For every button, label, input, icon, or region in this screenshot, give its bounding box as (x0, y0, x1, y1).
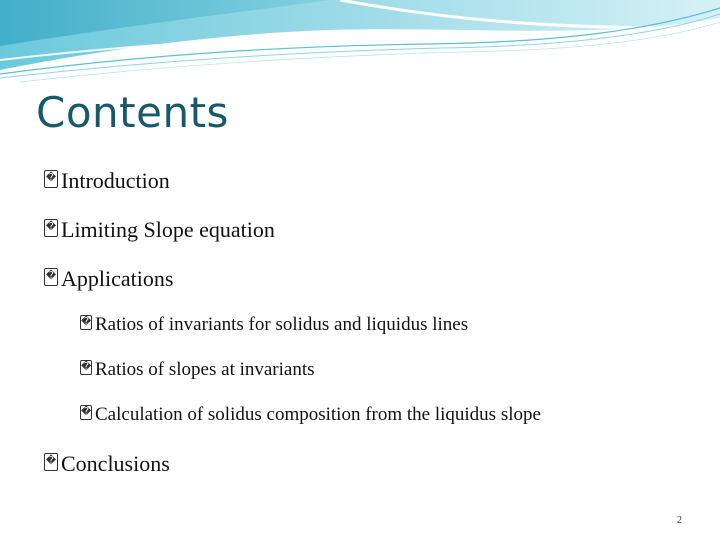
bullet-item-conclusions (44, 451, 170, 477)
missing-glyph-icon: � (80, 405, 92, 420)
sub-bullet-item-ratios-slopes (80, 359, 315, 381)
sub-bullet-item-ratios-invariants (80, 314, 468, 336)
bullet-item-limiting-slope (44, 217, 275, 243)
missing-glyph-icon: � (80, 315, 92, 330)
bullet-text: Applications (61, 266, 174, 291)
bullet-text: Ratios of slopes at invariants (95, 359, 315, 380)
bullet-item-introduction (44, 168, 170, 194)
slide-title: Contents (36, 88, 229, 137)
bullet-text: Limiting Slope equation (61, 217, 275, 242)
bullet-text: Ratios of invariants for solidus and liquidus lines (95, 314, 469, 335)
missing-glyph-icon: � (44, 453, 58, 471)
missing-glyph-icon: � (80, 360, 92, 375)
missing-glyph-icon: � (44, 219, 58, 237)
bullet-item-applications (44, 266, 173, 292)
missing-glyph-icon: � (44, 268, 58, 286)
bullet-text: Conclusions (61, 451, 170, 476)
bullet-text: Calculation of solidus composition from the liquidus slope (95, 404, 541, 425)
page-number: 2 (677, 515, 682, 526)
missing-glyph-icon: � (44, 170, 58, 188)
bullet-text: Introduction (61, 168, 170, 193)
sub-bullet-item-calculation (80, 404, 541, 426)
